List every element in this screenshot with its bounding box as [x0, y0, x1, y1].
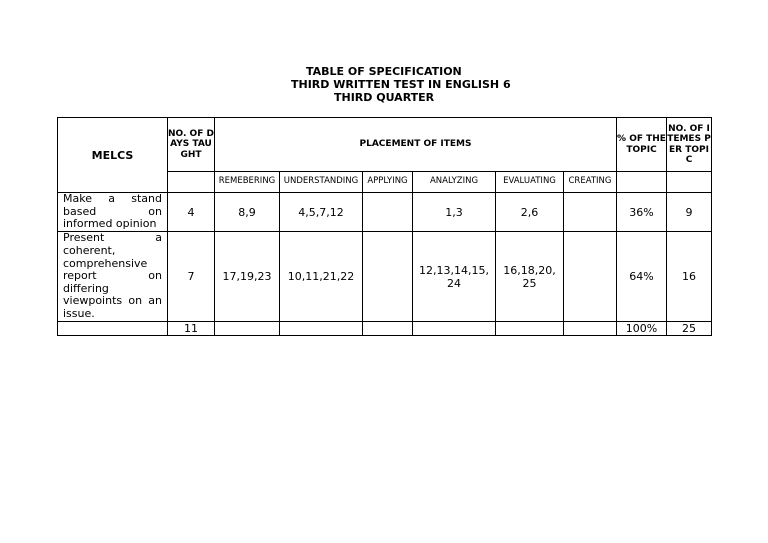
empty-cell: [168, 172, 215, 193]
table-row: [58, 232, 712, 322]
items-cell: 9: [667, 193, 712, 232]
table-row: [58, 193, 712, 232]
analyzing-cell: 1,3: [413, 193, 496, 232]
empty-cell: [413, 322, 496, 336]
understanding-cell: 10,11,21,22: [280, 232, 363, 322]
understanding-cell: 4,5,7,12: [280, 193, 363, 232]
level-applying: APPLYING: [363, 172, 413, 193]
empty-cell: [617, 172, 667, 193]
level-analyzing: ANALYZING: [413, 172, 496, 193]
items-cell: 16: [667, 232, 712, 322]
level-understanding: UNDERSTANDING: [280, 172, 363, 193]
percent-cell: 64%: [617, 232, 667, 322]
remembering-cell: 17,19,23: [215, 232, 280, 322]
creating-cell: [564, 232, 617, 322]
empty-cell: [496, 322, 564, 336]
evaluating-cell: 16,18,20, 25: [496, 232, 564, 322]
applying-cell: [363, 193, 413, 232]
percent-cell: 36%: [617, 193, 667, 232]
empty-cell: [564, 322, 617, 336]
empty-cell: [667, 172, 712, 193]
total-days-cell: 11: [168, 322, 215, 336]
analyzing-cell: 12,13,14,15, 24: [413, 232, 496, 322]
evaluating-cell: 2,6: [496, 193, 564, 232]
days-cell: 7: [168, 232, 215, 322]
empty-cell: [215, 322, 280, 336]
header-items-per-topic: NO. OF ITEMES PER TOPIC: [667, 118, 712, 172]
header-percent-of-topic: % OF THE TOPIC: [617, 118, 667, 172]
title-line-1: TABLE OF SPECIFICATION: [306, 65, 462, 78]
total-items-cell: 25: [667, 322, 712, 336]
title-line-2: THIRD WRITTEN TEST IN ENGLISH 6: [291, 78, 511, 91]
header-placement-of-items: PLACEMENT OF ITEMS: [215, 118, 617, 172]
total-percent-cell: 100%: [617, 322, 667, 336]
header-days-taught: NO. OF DAYS TAUGHT: [168, 118, 215, 172]
remembering-cell: 8,9: [215, 193, 280, 232]
level-remembering: REMEBERING: [215, 172, 280, 193]
empty-cell: [363, 322, 413, 336]
specification-table: [57, 117, 712, 336]
header-row: [58, 118, 712, 172]
level-creating: CREATING: [564, 172, 617, 193]
header-melcs: MELCS: [58, 118, 168, 193]
melc-cell: Present a coherent, comprehensive report on differing viewpoints on an issue.: [58, 232, 168, 322]
days-cell: 4: [168, 193, 215, 232]
empty-cell: [280, 322, 363, 336]
empty-cell: [58, 322, 168, 336]
totals-row: [58, 322, 712, 336]
melc-cell: Make a stand based on informed opinion: [58, 193, 168, 232]
title-line-3: THIRD QUARTER: [334, 91, 435, 104]
creating-cell: [564, 193, 617, 232]
applying-cell: [363, 232, 413, 322]
level-evaluating: EVALUATING: [496, 172, 564, 193]
